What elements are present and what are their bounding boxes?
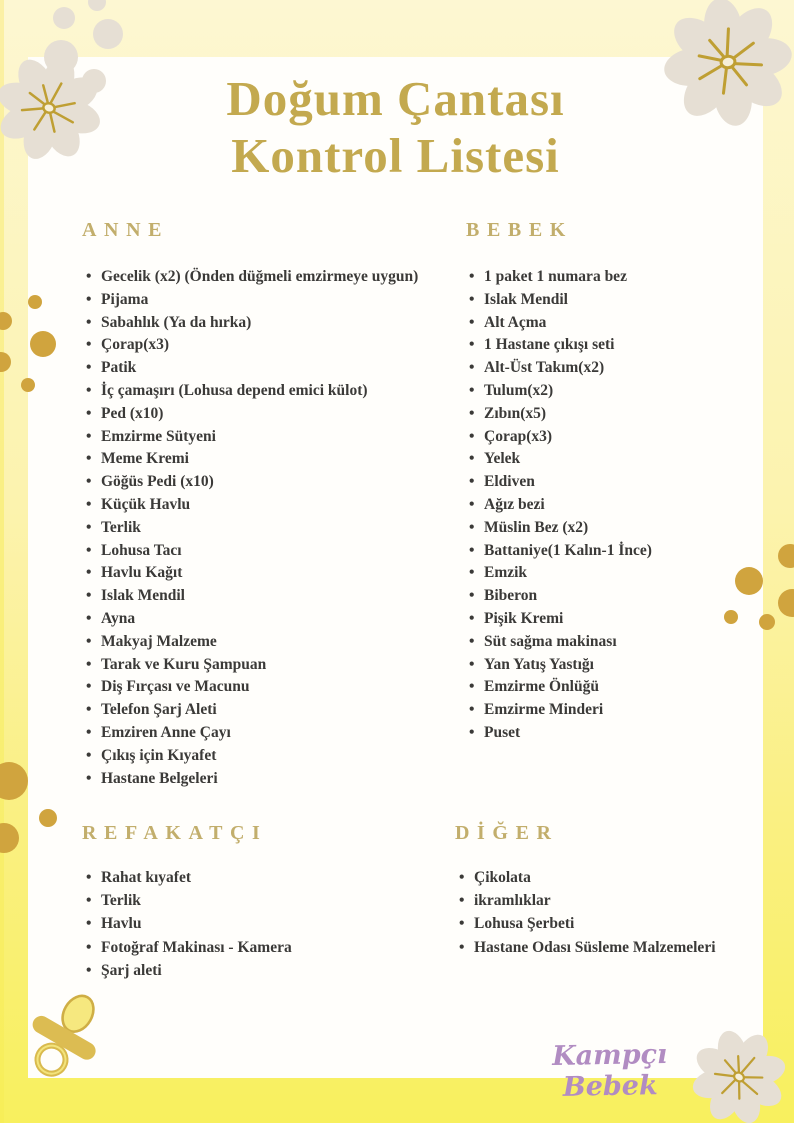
checklist-item: • Emziren Anne Çayı [86, 722, 418, 745]
checklist-item: • Terlik [86, 517, 418, 540]
gold-dot [28, 295, 42, 309]
checklist-item: • İç çamaşırı (Lohusa depend emici külot) [86, 380, 418, 403]
checklist-item: • Hastane Belgeleri [86, 768, 418, 791]
checklist-item: • Lohusa Şerbeti [459, 912, 716, 935]
checklist-item: • Ağız bezi [469, 494, 652, 517]
gold-dot [724, 610, 738, 624]
gold-dot [0, 762, 28, 800]
checklist-item: • 1 Hastane çıkışı seti [469, 334, 652, 357]
page-title [28, 70, 763, 184]
checklist-item: • Pişik Kremi [469, 608, 652, 631]
checklist-bebek [469, 266, 652, 745]
checklist-anne [86, 266, 418, 790]
checklist-item: • Çıkış için Kıyafet [86, 745, 418, 768]
checklist-item: • Terlik [86, 889, 292, 912]
beige-dot [88, 0, 106, 11]
checklist-item: • Telefon Şarj Aleti [86, 699, 418, 722]
checklist-item: • Lohusa Tacı [86, 540, 418, 563]
gold-dot [30, 331, 56, 357]
checklist-item: • Süt sağma makinası [469, 631, 652, 654]
checklist-item: • Küçük Havlu [86, 494, 418, 517]
checklist-item: • Yan Yatış Yastığı [469, 654, 652, 677]
checklist-item: • Patik [86, 357, 418, 380]
checklist-diger [459, 866, 716, 959]
checklist-item: • Ped (x10) [86, 403, 418, 426]
gold-dot [759, 614, 775, 630]
checklist-item: • Çorap(x3) [469, 426, 652, 449]
checklist-item: • Sabahlık (Ya da hırka) [86, 312, 418, 335]
section-heading-anne: ANNE [82, 219, 170, 241]
gold-dot [0, 823, 19, 853]
checklist-item: • Emzirme Önlüğü [469, 676, 652, 699]
checklist-item: • Islak Mendil [469, 289, 652, 312]
gold-dot [778, 544, 794, 568]
checklist-item: • Alt Açma [469, 312, 652, 335]
checklist-item: • Puset [469, 722, 652, 745]
gold-dot [0, 312, 12, 330]
checklist-item: • Göğüs Pedi (x10) [86, 471, 418, 494]
section-heading-bebek: BEBEK [466, 219, 573, 241]
checklist-item: • Çorap(x3) [86, 334, 418, 357]
page-title-line2: Kontrol Listesi [231, 128, 560, 183]
checklist-item: • Yelek [469, 448, 652, 471]
brand-signature: Kampçı Bebek [551, 1039, 668, 1103]
checklist-item: • Çikolata [459, 866, 716, 889]
checklist-refakatci [86, 866, 292, 982]
checklist-item: • Emzik [469, 562, 652, 585]
gold-dot [778, 589, 794, 617]
left-border-strip [0, 0, 4, 1123]
checklist-item: • Makyaj Malzeme [86, 631, 418, 654]
checklist-item: • Battaniye(1 Kalın-1 İnce) [469, 540, 652, 563]
checklist-item: • Zıbın(x5) [469, 403, 652, 426]
checklist-item: • Diş Fırçası ve Macunu [86, 676, 418, 699]
checklist-item: • Emzirme Minderi [469, 699, 652, 722]
checklist-item: • ikramlıklar [459, 889, 716, 912]
checklist-item: • Müslin Bez (x2) [469, 517, 652, 540]
gold-dot [21, 378, 35, 392]
beige-dot [93, 19, 123, 49]
checklist-item: • Şarj aleti [86, 959, 292, 982]
gold-dot [39, 809, 57, 827]
checklist-item: • Ayna [86, 608, 418, 631]
checklist-item: • Alt-Üst Takım(x2) [469, 357, 652, 380]
checklist-item: • Pijama [86, 289, 418, 312]
checklist-item: • Islak Mendil [86, 585, 418, 608]
checklist-item: • Emzirme Sütyeni [86, 426, 418, 449]
page-title-line1: Doğum Çantası [226, 71, 565, 126]
checklist-item: • Biberon [469, 585, 652, 608]
checklist-item: • Gecelik (x2) (Önden düğmeli emzirmeye uygun) [86, 266, 418, 289]
section-heading-diger: DİĞER [455, 822, 559, 844]
section-heading-refakatci: REFAKATÇI [82, 822, 268, 844]
checklist-item: • 1 paket 1 numara bez [469, 266, 652, 289]
checklist-item: • Hastane Odası Süsleme Malzemeleri [459, 936, 716, 959]
checklist-item: • Fotoğraf Makinası - Kamera [86, 936, 292, 959]
checklist-item: • Tulum(x2) [469, 380, 652, 403]
checklist-item: • Meme Kremi [86, 448, 418, 471]
gold-dot [735, 567, 763, 595]
beige-dot [53, 7, 75, 29]
checklist-item: • Havlu Kağıt [86, 562, 418, 585]
checklist-item: • Havlu [86, 912, 292, 935]
pacifier-icon [4, 974, 126, 1106]
checklist-item: • Rahat kıyafet [86, 866, 292, 889]
gold-dot [0, 352, 11, 372]
checklist-item: • Eldiven [469, 471, 652, 494]
checklist-item: • Tarak ve Kuru Şampuan [86, 654, 418, 677]
